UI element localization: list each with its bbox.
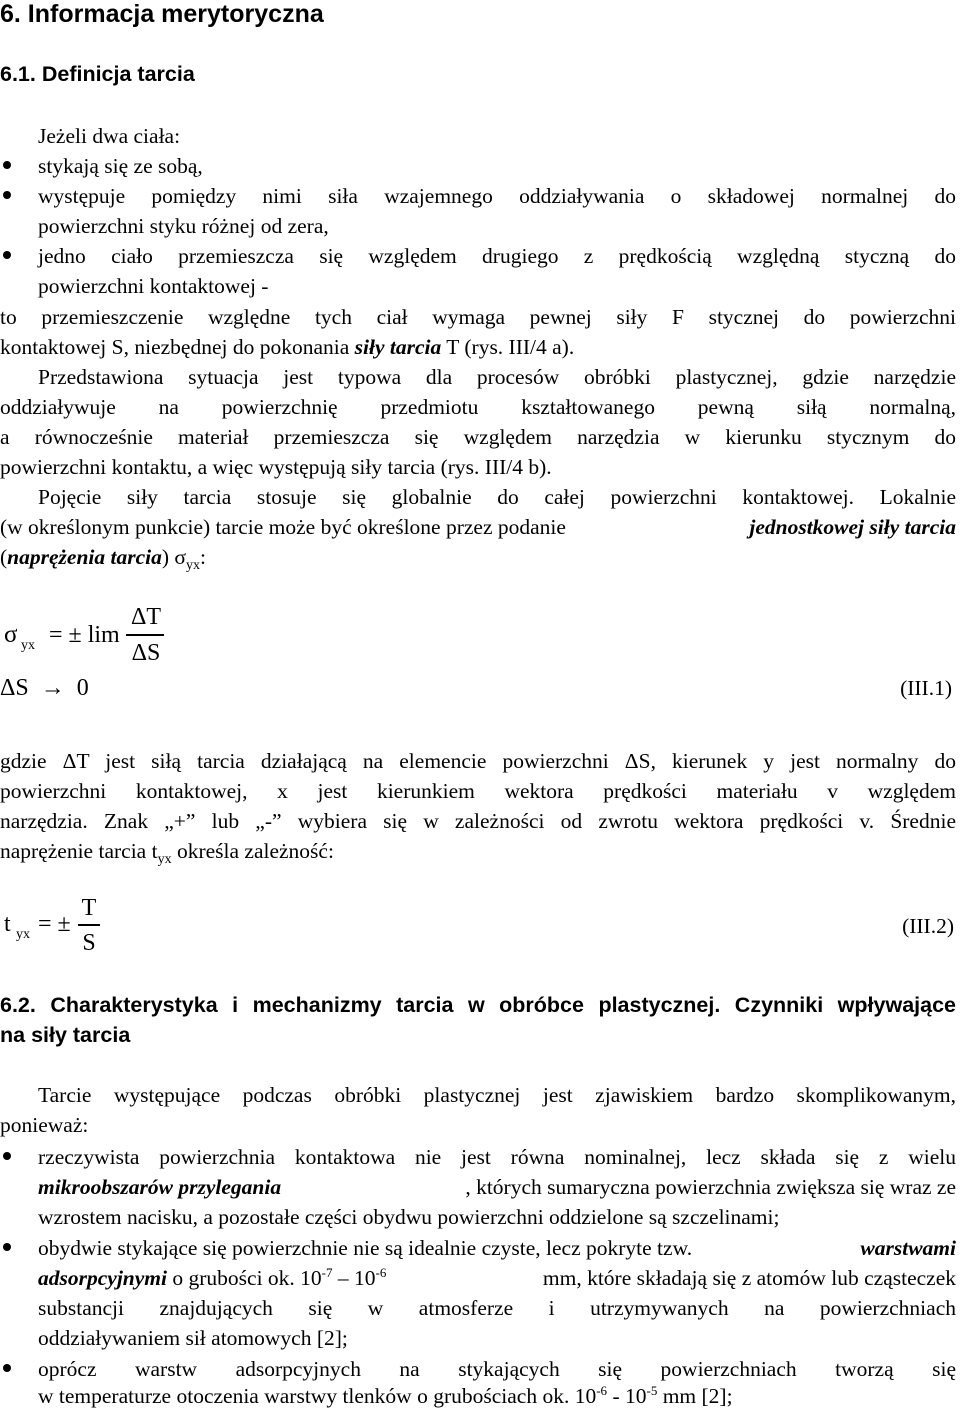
paragraph4-line1: Tarcie występujące podczas obróbki plastycznej jest zjawiskiem bardzo skomplikowanym, [38, 1083, 956, 1107]
bullet2-1-line3: wzrostem nacisku, a pozostałe części obydwu powierzchni oddzielone są szczelinami; [38, 1205, 780, 1229]
bullet2-2-line1 [38, 1233, 956, 1263]
eq2-subscript: yx [16, 927, 30, 942]
paragraph4-line2: ponieważ: [0, 1113, 89, 1137]
paragraph2-line2 [0, 512, 956, 542]
intro-lead: Jeżeli dwa ciała: [38, 124, 181, 148]
paragraph1-line3: a równocześnie materiał przemieszcza się względem narzędzia w kierunku stycznym do [0, 425, 956, 449]
bullet2-1-line2 [38, 1172, 956, 1202]
text-run: naprężenie tarcia t [0, 839, 158, 863]
bullet-dot [3, 161, 11, 169]
text-run: określa zależność: [171, 839, 334, 863]
eq2-label: (III.2) [902, 914, 954, 938]
subscript: yx [186, 558, 200, 573]
text-run: : [200, 545, 206, 569]
bullet2-1-line1: rzeczywista powierzchnia kontaktowa nie jest równa nominalnej, lecz składa się z wielu [38, 1145, 956, 1169]
term-jednostkowa-sila-tarcia: jednostkowej siły tarcia [749, 515, 956, 539]
bullet-dot [3, 1243, 11, 1251]
paragraph3-line4 [0, 836, 334, 866]
eq1-limit: ΔS → 0 [0, 675, 89, 701]
intro-conclusion-1: to przemieszczenie względne tych ciał wymaga pewnej siły F stycznej do powierzchni [0, 305, 956, 329]
paragraph3-line2: powierzchni kontaktowej, x jest kierunkiem wektora prędkości materiału v względem [0, 779, 956, 803]
bullet-dot [3, 1364, 11, 1372]
term-adsorpcyjnymi: adsorpcyjnymi [38, 1266, 167, 1290]
eq1-fraction-bar [126, 634, 164, 636]
text-run: - 10 [607, 1384, 647, 1408]
term-warstwami: warstwami [860, 1236, 956, 1260]
section2-heading-line2: na siły tarcia [0, 1023, 131, 1047]
eq1-sigma: σ [4, 621, 18, 648]
bullet2-3-line1: oprócz warstw adsorpcyjnych na stykających się powierzchniach tworzą się [38, 1357, 956, 1381]
intro-bullet-2: występuje pomiędzy nimi siła wzajemnego oddziaływania o składowej normalnej do [38, 184, 956, 208]
intro-bullet-1: stykają się ze sobą, [38, 154, 203, 178]
intro-conclusion-2 [0, 332, 574, 362]
term-naprezenia-tarcia: naprężenia tarcia [7, 545, 162, 569]
eq2-denominator: S [82, 930, 96, 956]
subsection-heading: 6.1. Definicja tarcia [0, 62, 195, 86]
subscript: yx [157, 852, 172, 867]
term-sila-tarcia: siły tarcia [354, 335, 442, 359]
eq1-denominator: ΔS [131, 640, 161, 666]
paragraph3-line3: narzędzia. Znak „+” lub „-” wybiera się w zależności od zwrotu wektora prędkości v. Średnie [0, 809, 956, 833]
paragraph3-line1: gdzie ΔT jest siłą tarcia działającą na elemencie powierzchni ΔS, kierunek y jest normalny do [0, 749, 956, 773]
bullet2-2-line4: oddziaływaniem sił atomowych [2]; [38, 1326, 348, 1350]
bullet2-2-line2 [38, 1263, 956, 1293]
bullet2-2-line3: substancji znajdujących się w atmosferze i utrzymywanych na powierzchniach [38, 1296, 956, 1320]
paragraph2-line1: Pojęcie siły tarcia stosuje się globalnie do całej powierzchni kontaktowej. Lokalnie [38, 485, 956, 509]
eq2-t: t [4, 911, 11, 937]
bullet-dot [3, 251, 11, 259]
eq1-subscript: yx [21, 638, 35, 653]
section2-heading-line1: 6.2. Charakterystyka i mechanizmy tarcia w obróbce plastycznej. Czynniki wpływające [0, 993, 956, 1017]
text-run: – 10 [332, 1266, 376, 1290]
text-run: mm, które składają się z atomów lub cząsteczek [542, 1266, 956, 1290]
paragraph2-line3 [0, 542, 206, 572]
text-run: obydwie stykające się powierzchnie nie są idealnie czyste, lecz pokryte tzw. [38, 1236, 693, 1260]
superscript: -7 [321, 1265, 333, 1280]
superscript: -6 [375, 1265, 387, 1280]
text-run: mm [2]; [657, 1384, 733, 1408]
text-run: o grubości ok. 10 [167, 1266, 322, 1290]
text-run: ( [0, 545, 8, 569]
intro-bullet-3-cont: powierzchni kontaktowej - [38, 274, 269, 298]
eq1-label: (III.1) [900, 676, 952, 700]
text-run: (w określonym punkcie) tarcie może być określone przez podanie [0, 515, 566, 539]
text-run: T (rys. III/4 a). [441, 335, 575, 359]
intro-bullet-3: jedno ciało przemieszcza się względem drugiego z prędkością względną styczną do [38, 244, 956, 268]
superscript: -6 [596, 1383, 608, 1398]
paragraph1-line4: powierzchni kontaktu, a więc występują siły tarcia (rys. III/4 b). [0, 455, 552, 479]
eq2-numerator: T [81, 895, 97, 921]
bullet2-3-line2 [38, 1381, 733, 1411]
bullet-dot [3, 1152, 11, 1160]
intro-bullet-2-cont: powierzchni styku różnej od zera, [38, 214, 329, 238]
text-run: ) σ [161, 545, 186, 569]
eq1-rhs: = ± lim [49, 622, 120, 648]
bullet-dot [3, 191, 11, 199]
term-mikroobszary: mikroobszarów przylegania [38, 1175, 282, 1199]
eq1-numerator: ΔT [130, 604, 162, 630]
superscript: -5 [646, 1383, 658, 1398]
paragraph1-line2: oddziaływuje na powierzchnię przedmiotu kształtowanego pewną siłą normalną, [0, 395, 956, 419]
text-run: kontaktowej S, niezbędnej do pokonania [0, 335, 355, 359]
text-run: w temperaturze otoczenia warstwy tlenków o grubościach ok. 10 [38, 1384, 597, 1408]
eq2-fraction-bar [78, 924, 100, 926]
eq2-rhs: = ± [38, 911, 71, 937]
paragraph1-line1: Przedstawiona sytuacja jest typowa dla procesów obróbki plastycznej, gdzie narzędzie [38, 365, 956, 389]
section-heading: 6. Informacja merytoryczna [0, 0, 324, 28]
text-run: , których sumaryczna powierzchnia zwiększa się wraz ze [465, 1175, 956, 1199]
